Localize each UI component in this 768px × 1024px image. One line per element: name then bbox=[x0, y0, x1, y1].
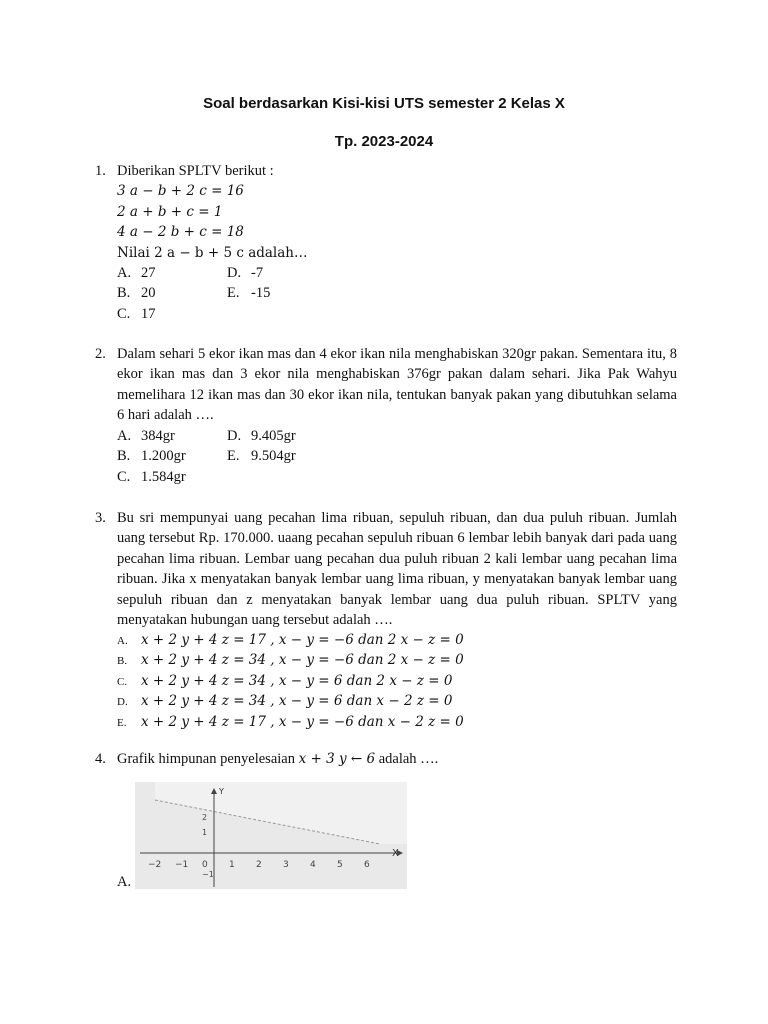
option-b[interactable]: B. 20 bbox=[117, 285, 156, 302]
document-subtitle: Tp. 2023-2024 bbox=[334, 133, 434, 150]
option-c[interactable]: C. 17 bbox=[117, 306, 156, 323]
y-tick-label: 1 bbox=[202, 828, 208, 837]
shaded-region bbox=[155, 782, 407, 844]
equation-3: 4 a − 2 b + c = 18 bbox=[117, 224, 244, 241]
option-e[interactable]: E. -15 bbox=[227, 285, 271, 302]
question-text: Dalam sehari 5 ekor ikan mas dan 4 ekor ikan nila menghabiskan 320gr pakan. Sementara itu, 8 ekor ikan mas dan 3 ekor nila menghabiskan 376gr pakan dalam sehari. Jika Pak Wahyu memelihara 12 ikan mas dan 30 ekor ikan nila, tentukan banyak pakan yang dibutuhkan selama 6 hari adalah …. bbox=[117, 346, 677, 424]
question-text: Bu sri mempunyai uang pecahan lima ribuan, sepuluh ribuan, dan dua puluh ribuan. Jumlah uang tersebut Rp. 170.000. uaang pecahan sepuluh ribuan 6 lembar lebih banyak dari pada uang pecahan lima ribuan. Lembar uang pecahan dua puluh ribuan 2 kali lembar uang pecahan lima ribuan. Jika x menyatakan banyak lembar uang lima ribuan, y menyatakan banyak lembar uang sepuluh ribuan dan z menyatakan banyak lembar uang dua puluh ribuan. SPLTV yang menyatakan hubungan uang tersebut adalah …. bbox=[117, 510, 677, 629]
equation-2: 2 a + b + c = 1 bbox=[117, 203, 223, 220]
answer-a-label: A. bbox=[117, 874, 132, 890]
option-d[interactable]: D. 9.405gr bbox=[227, 427, 296, 444]
question-number: 1. bbox=[95, 163, 106, 179]
x-tick-label: 2 bbox=[256, 860, 262, 870]
y-tick-labels bbox=[202, 813, 214, 879]
option-d[interactable]: D. x + 2 y + 4 z = 34 , x − y = 6 dan x − 2 z = 0 bbox=[117, 693, 453, 710]
x-tick-label: 4 bbox=[310, 860, 316, 870]
question-3 bbox=[95, 508, 685, 738]
equation-1: 3 a − b + 2 c = 16 bbox=[117, 183, 244, 200]
option-c[interactable]: C. 1.584gr bbox=[117, 468, 186, 485]
x-tick-label: 1 bbox=[229, 860, 235, 870]
question-intro: Diberikan SPLTV berikut : bbox=[117, 163, 274, 179]
question-2 bbox=[95, 344, 685, 494]
x-tick-label: 3 bbox=[283, 860, 289, 870]
x-tick-label: 5 bbox=[337, 860, 343, 870]
question-number: 3. bbox=[95, 510, 106, 526]
x-tick-label: 6 bbox=[364, 860, 370, 870]
graph-plot bbox=[135, 782, 407, 889]
graph-image[interactable] bbox=[135, 782, 407, 889]
option-e[interactable]: E. 9.504gr bbox=[227, 447, 296, 464]
question-1 bbox=[95, 161, 695, 331]
question-text: Grafik himpunan penyelesaian bbox=[117, 751, 295, 767]
option-a[interactable]: A. x + 2 y + 4 z = 17 , x − y = −6 dan 2 x − z = 0 bbox=[117, 632, 464, 649]
x-tick-labels bbox=[148, 860, 370, 870]
document-title: Soal berdasarkan Kisi-kisi UTS semester 2 Kelas X bbox=[203, 95, 565, 112]
y-tick-label: −1 bbox=[202, 870, 214, 879]
inequality-expression: x + 3 y ← 6 bbox=[298, 751, 376, 767]
y-axis-label: Y bbox=[219, 787, 224, 796]
x-tick-label: −1 bbox=[175, 860, 189, 870]
option-e[interactable]: E. x + 2 y + 4 z = 17 , x − y = −6 dan x − 2 z = 0 bbox=[117, 714, 464, 731]
question-number: 2. bbox=[95, 346, 106, 362]
option-b[interactable]: B. x + 2 y + 4 z = 34 , x − y = −6 dan 2 x − z = 0 bbox=[117, 652, 464, 669]
question-4 bbox=[95, 749, 685, 773]
question-text-suffix: adalah …. bbox=[378, 751, 439, 767]
question-ask: Nilai 2 a − b + 5 c adalah… bbox=[117, 244, 308, 261]
option-d[interactable]: D. -7 bbox=[227, 265, 264, 282]
x-tick-label: 0 bbox=[202, 860, 208, 870]
option-c[interactable]: C. x + 2 y + 4 z = 34 , x − y = 6 dan 2 x − z = 0 bbox=[117, 673, 453, 690]
option-a[interactable]: A. 27 bbox=[117, 265, 156, 282]
y-tick-label: 2 bbox=[202, 813, 208, 822]
x-tick-label: −2 bbox=[148, 860, 162, 870]
x-axis-label: X bbox=[392, 848, 399, 859]
option-b[interactable]: B. 1.200gr bbox=[117, 447, 186, 464]
option-a[interactable]: A. 384gr bbox=[117, 427, 175, 444]
question-number: 4. bbox=[95, 751, 106, 767]
